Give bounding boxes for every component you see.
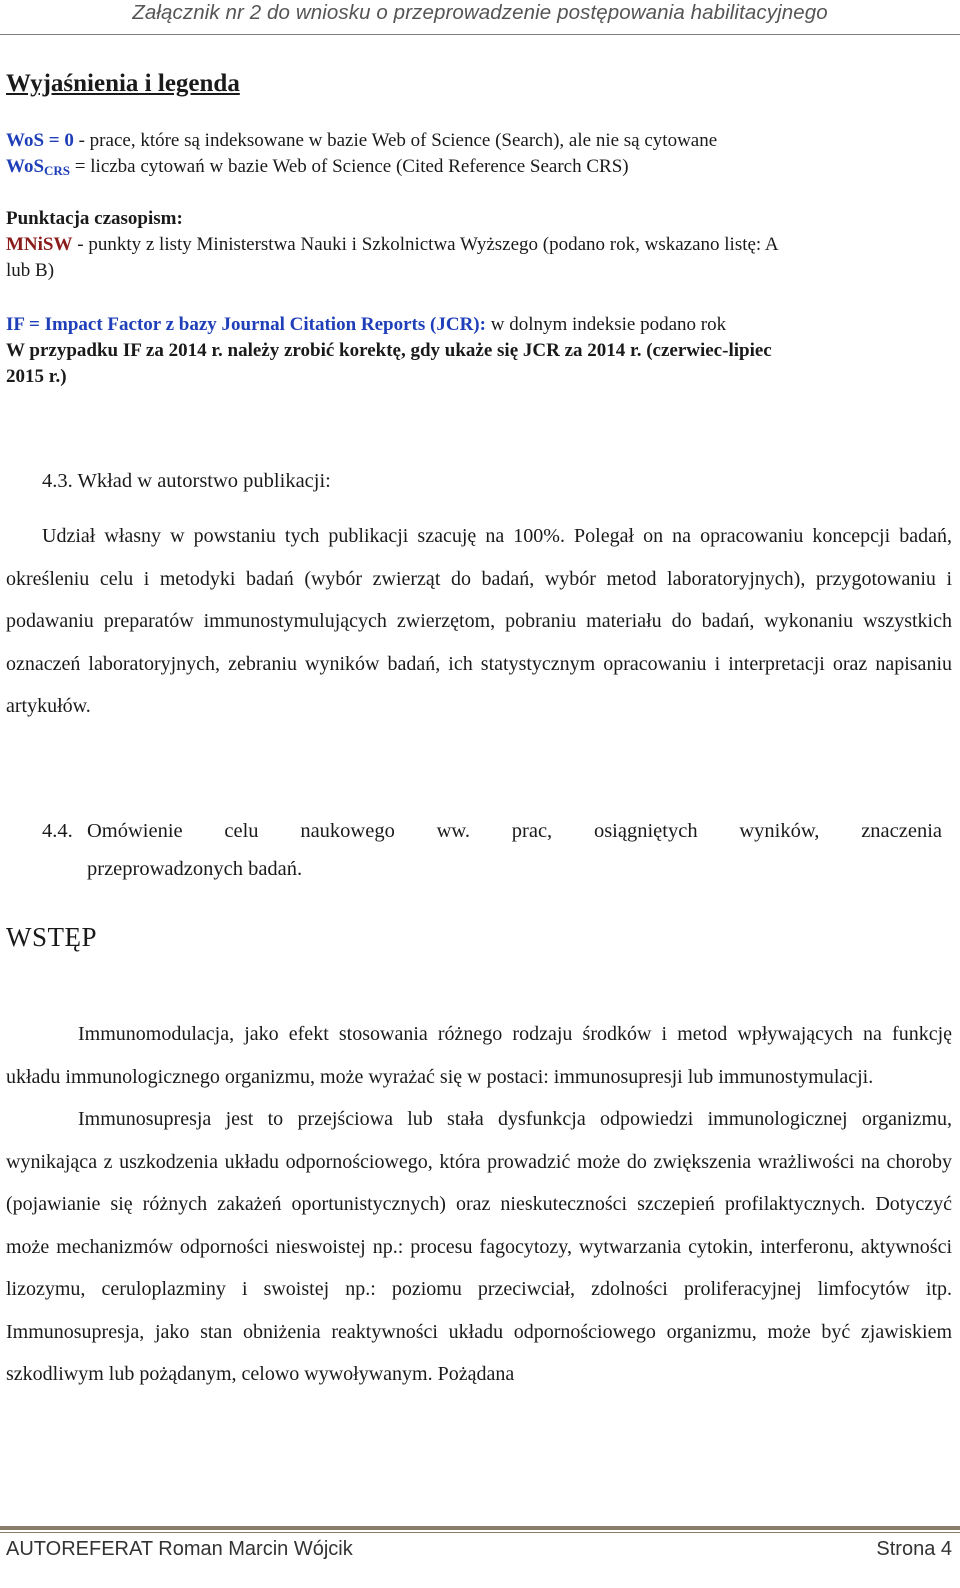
woscrs-key: WoS$_{CRS}$: [6, 156, 71, 178]
page-footer: [0, 1526, 960, 1588]
punktacja-block: [6, 206, 952, 284]
if-note-line2: 2015 r.): [6, 366, 67, 387]
page-header: [0, 0, 960, 35]
section-4-4-line1: Omówienie celu naukowego ww. prac, osiągniętych wyników, znaczenia: [87, 820, 942, 842]
section-4-4-line2: przeprowadzonych badań.: [87, 858, 303, 880]
legend-block: [6, 128, 952, 184]
wos0-key: WoS = 0: [6, 130, 74, 151]
footer-page-number: Strona 4: [876, 1538, 952, 1560]
wstep-body: [6, 1013, 952, 1396]
wstep-paragraph-2: Immunosupresja jest to przejściowa lub stała dysfunkcja odpowiedzi immunologicznej organizmu, wynikająca z uszkodzenia układu odpornościowego, która prowadzić może do zwiększenia wrażliwości na choroby (pojawianie się różnych zakażeń oportunistycznych) oraz nieskuteczności szczepień profilaktycznych. Dotyczyć może mechanizmów odporności nieswoistej np.: procesu fagocytozy, wytwarzania cytokin, interferonu, aktywności lizozymu, ceruloplazminy i swoistej np.: poziomu przeciwciał, zdolności proliferacyjnej limfocytów itp. Immunosupresja, jako stan obniżenia reaktywności układu odpornościowego organizmu, może być zjawiskiem szkodliwym lub pożądanym, celowo wywoływanym. Pożądana: [6, 1108, 952, 1385]
woscrs-sub: CRS: [44, 163, 71, 178]
legend-if: [6, 312, 952, 338]
if-text: w dolnym indeksie podano rok: [485, 314, 727, 335]
if-note-line1: W przypadku IF za 2014 r. należy zrobić korektę, gdy ukaże się JCR za 2014 r. (czerwiec-lipiec: [6, 340, 772, 361]
mnisw-text: - punkty z listy Ministerstwa Nauki i Szkolnictwa Wyższego (podano rok, wskazano listę: A: [72, 234, 779, 255]
wos0-text: - prace, które są indeksowane w bazie Web of Science (Search), ale nie są cytowane: [73, 130, 718, 151]
section-4-4-heading: [42, 820, 942, 881]
punktacja-label: Punktacja czasopism:: [6, 208, 183, 229]
legend-woscrs: [6, 154, 952, 184]
woscrs-text: = liczba cytowań w bazie Web of Science (Cited Reference Search CRS): [70, 156, 629, 177]
footer-author: AUTOREFERAT Roman Marcin Wójcik: [6, 1538, 353, 1560]
legend-title: Wyjaśnienia i legenda: [6, 70, 240, 97]
wstep-title: WSTĘP: [6, 922, 98, 952]
wstep-paragraph-1: Immunomodulacja, jako efekt stosowania różnego rodzaju środków i metod wpływających na funkcję układu immunologicznego organizmu, może wyrażać się w postaci: immunosupresji lub immunostymulacji.: [6, 1023, 952, 1088]
mnisw-text-cont: lub B): [6, 260, 55, 281]
if-key: IF = Impact Factor z bazy Journal Citation Reports (JCR):: [6, 314, 486, 335]
section-4-3-heading: 4.3. Wkład w autorstwo publikacji:: [42, 470, 331, 492]
contribution-text: Udział własny w powstaniu tych publikacji szacuję na 100%. Polegał on na opracowaniu koncepcji badań, określeniu celu i metodyki badań (wybór zwierząt do badań, wybór metod laboratoryjnych), przygotowaniu i podawaniu preparatów immunostymulujących zwierzętom, pobraniu materiału do badań, wykonaniu wszystkich oznaczeń laboratoryjnych, zebraniu wyników badań, ich statystycznym opracowaniu i interpretacji oraz napisaniu artykułów.: [6, 525, 952, 717]
legend-mnisw: [6, 232, 952, 258]
mnisw-key: MNiSW: [6, 234, 73, 255]
if-block: [6, 312, 952, 390]
legend-wos0: [6, 128, 952, 154]
footer-rule-thin: [0, 1532, 960, 1533]
section-4-4-number: 4.4.: [42, 820, 73, 842]
footer-rule: [0, 1526, 960, 1530]
section-4-3-paragraph: [6, 515, 952, 728]
header-title: Załącznik nr 2 do wniosku o przeprowadzenie postępowania habilitacyjnego: [132, 1, 828, 24]
